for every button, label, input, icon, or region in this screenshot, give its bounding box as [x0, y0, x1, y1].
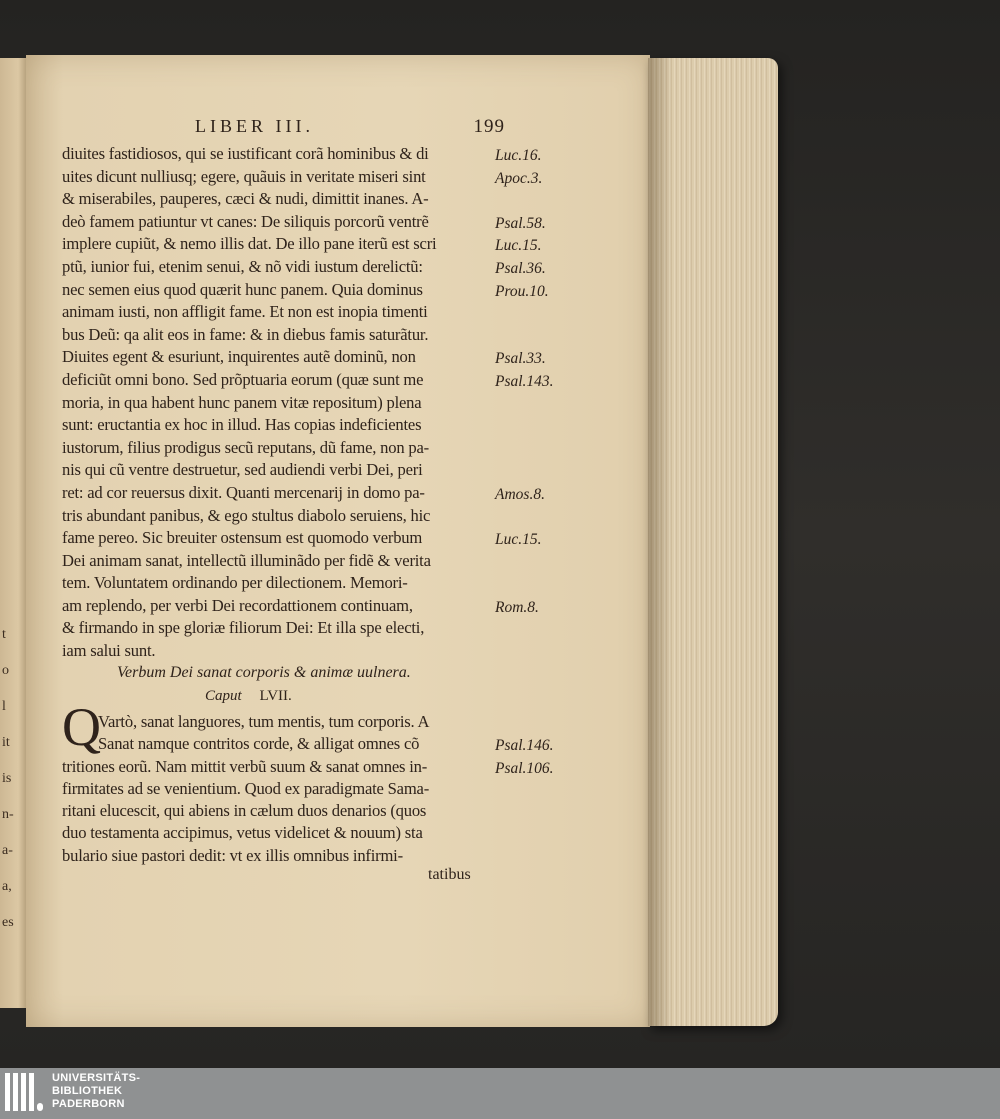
library-name-line2: BIBLIOTHEK	[52, 1085, 123, 1097]
facing-page-fragment: l	[2, 699, 6, 714]
text-line: fame pereo. Sic breuiter ostensum est quomodo verbum	[62, 528, 423, 548]
margin-reference: Luc.16.	[495, 147, 542, 164]
library-name	[52, 1072, 140, 1111]
text-line: iam salui sunt.	[62, 641, 156, 661]
library-name-line3: PADERBORN	[52, 1098, 125, 1110]
text-line: tem. Voluntatem ordinando per dilectionem. Memori-	[62, 573, 408, 593]
gutter-shadow	[648, 58, 672, 1026]
margin-reference: Prou.10.	[495, 282, 549, 300]
chapter-number	[205, 688, 292, 705]
page-number: 199	[473, 116, 505, 137]
text-line: moria, in qua habent hunc panem vitæ repositum) plena	[62, 392, 422, 412]
text-line: Dei animam sanat, intellectũ illuminãdo per fidẽ & verita	[62, 550, 431, 570]
chapter-text-line: tritiones eorũ. Nam mittit verbũ suum & sanat omnes in-	[62, 756, 428, 776]
text-line: deficiũt omni bono. Sed prõptuaria eorum (quæ sunt me	[62, 369, 424, 389]
running-title: LIBER III.	[195, 116, 314, 136]
library-logo-icon	[5, 1073, 45, 1113]
chapter-text-line: bulario siue pastori dedit: vt ex illis omnibus infirmi-	[62, 845, 403, 865]
text-line: implere cupiũt, & nemo illis dat. De illo pane iterũ est scri	[62, 234, 437, 254]
facing-page-fragment: es	[2, 915, 14, 930]
left-facing-page	[0, 58, 28, 1008]
chapter-title: Verbum Dei sanat corporis & animæ uulnera.	[117, 664, 411, 681]
margin-reference: Psal.146.	[495, 737, 554, 755]
margin-reference: Psal.58.	[495, 214, 546, 232]
facing-page-fragment: is	[2, 771, 12, 786]
chapter-text-line: duo testamenta accipimus, vetus videlicet & nouum) sta	[62, 823, 423, 843]
text-line: ptũ, iunior fui, etenim senui, & nõ vidi iustum derelictũ:	[62, 256, 423, 276]
margin-reference: Luc.15.	[495, 237, 542, 255]
margin-reference: Apoc.3.	[495, 169, 543, 187]
margin-reference: Luc.15.	[495, 531, 542, 549]
margin-reference: Amos.8.	[495, 486, 545, 503]
margin-reference: Psal.36.	[495, 260, 546, 277]
text-line: am replendo, per verbi Dei recordattionem continuam,	[62, 595, 413, 615]
chapter-text-line: Vartò, sanat languores, tum mentis, tum corporis. A	[98, 712, 430, 731]
text-line: & firmando in spe gloriæ filiorum Dei: Et illa spe electi,	[62, 618, 425, 638]
facing-page-fragment: it	[2, 735, 10, 750]
caput-number: LVII.	[259, 688, 292, 704]
margin-reference: Psal.143.	[495, 373, 554, 390]
text-line: tris abundant panibus, & ego stultus diabolo seruiens, hic	[62, 505, 431, 525]
running-header	[195, 116, 525, 140]
text-line: & miserabiles, pauperes, cæci & nudi, dimittit inanes. A-	[62, 189, 429, 209]
chapter-text-line: ritani elucescit, qui abiens in cælum duos denarios (quos	[62, 801, 427, 821]
library-name-line1: UNIVERSITÄTS-	[52, 1072, 141, 1084]
margin-reference: Psal.106.	[495, 759, 554, 777]
facing-page-fragment: o	[2, 663, 9, 678]
drop-capital: Q	[62, 697, 101, 757]
chapter-text	[62, 711, 512, 867]
margin-reference: Psal.33.	[495, 350, 546, 368]
facing-page-fragment: a-	[2, 843, 13, 858]
catchword: tatibus	[428, 866, 471, 883]
text-line: sunt: eructantia ex hoc in illud. Has copias indeficientes	[62, 415, 422, 435]
caput-label: Caput	[205, 688, 242, 704]
text-line: bus Deũ: qa alit eos in fame: & in diebus famis saturãtur.	[62, 324, 429, 344]
text-line: nis qui cũ ventre destruetur, sed audiendi verbi Dei, peri	[62, 460, 423, 480]
margin-reference: Rom.8.	[495, 599, 539, 616]
text-line: uites dicunt nulliusq; egere, quãuis in veritate miseri sint	[62, 166, 426, 186]
facing-page-fragment: n-	[2, 807, 14, 822]
chapter-text-line: Sanat namque contritos corde, & alligat omnes cõ	[98, 734, 420, 754]
facing-page-fragment: t	[2, 627, 6, 642]
facing-page-fragment: a,	[2, 879, 12, 894]
text-line: ret: ad cor reuersus dixit. Quanti mercenarij in domo pa-	[62, 482, 425, 502]
text-line: animam iusti, non affligit fame. Et non est inopia timenti	[62, 302, 428, 322]
body-text	[62, 143, 504, 663]
text-line: Diuites egent & esuriunt, inquirentes autẽ dominũ, non	[62, 347, 416, 367]
text-line: iustorum, filius prodigus secũ reputans, dũ fame, non pa-	[62, 437, 429, 457]
text-line: nec semen eius quod quærit hunc panem. Quia dominus	[62, 279, 423, 299]
library-footer	[0, 1068, 1000, 1119]
text-line: diuites fastidiosos, qui se iustificant corã hominibus & di	[62, 144, 429, 163]
chapter-text-line: firmitates ad se venientium. Quod ex paradigmate Sama-	[62, 778, 430, 798]
text-line: deò famem patiuntur vt canes: De siliquis porcorũ ventrẽ	[62, 211, 429, 231]
